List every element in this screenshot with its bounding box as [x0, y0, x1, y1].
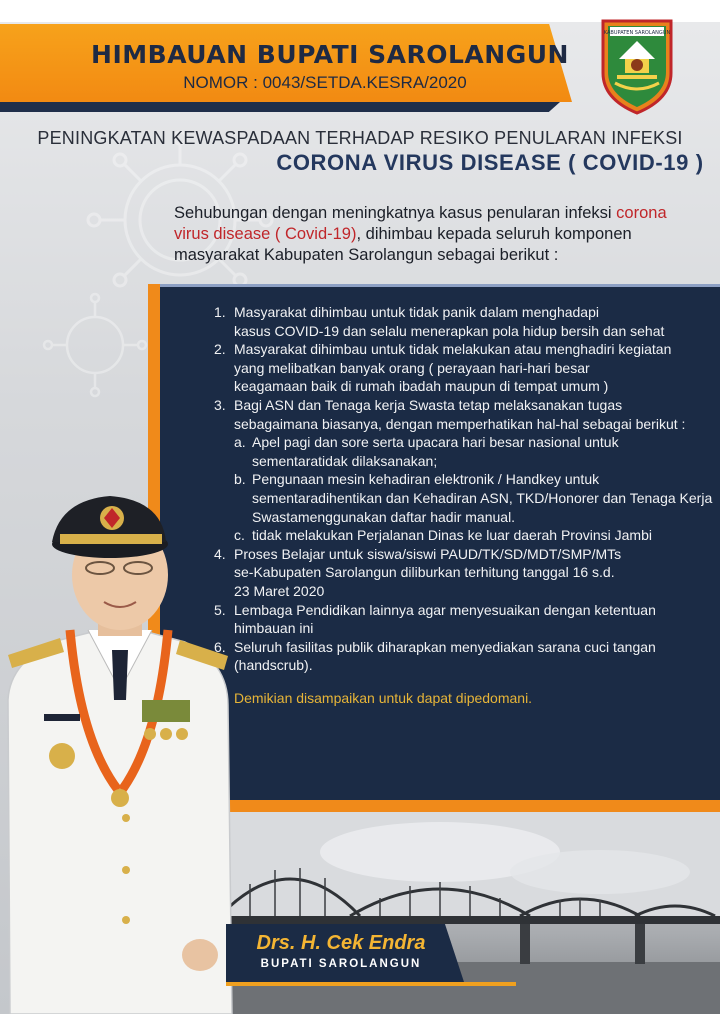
- official-portrait-icon: [0, 490, 240, 1014]
- intro-paragraph: [174, 203, 704, 266]
- list-text-line: Proses Belajar untuk siswa/siswi PAUD/TK/SD/MDT/SMP/MTs: [234, 545, 622, 562]
- appeal-item: [214, 340, 714, 396]
- list-number: 6.: [214, 638, 226, 655]
- appeal-item: [214, 396, 714, 433]
- leader-name: Drs. H. Cek Endra: [256, 932, 426, 954]
- subtitle-line-1: PENINGKATAN KEWASPADAAN TERHADAP RESIKO PENULARAN INFEKSI: [37, 128, 683, 148]
- appeal-item: [214, 601, 714, 638]
- appeal-item: [214, 303, 714, 340]
- list-number: 1.: [214, 304, 226, 320]
- appeal-subitem: [214, 526, 714, 545]
- list-number: 5.: [214, 601, 226, 618]
- list-number: 3.: [214, 396, 226, 413]
- appeal-subitem: [214, 433, 714, 470]
- list-text-line: menggunakan daftar hadir manual.: [297, 508, 516, 525]
- list-number: c.: [234, 527, 245, 544]
- list-text-line: tidak melakukan Perjalanan Dinas ke luar daerah Provinsi Jambi: [252, 527, 652, 544]
- list-number: 2.: [214, 341, 226, 358]
- page-title: HIMBAUAN BUPATI SAROLANGUN: [91, 40, 569, 69]
- list-number: a.: [234, 434, 246, 451]
- regency-crest-icon: [597, 15, 677, 115]
- decree-number: NOMOR : 0043/SETDA.KESRA/2020: [183, 73, 467, 92]
- list-number: 4.: [214, 545, 226, 562]
- list-text-line: tidak dilaksanakan;: [318, 452, 438, 469]
- closing-statement: Demikian disampaikan untuk dapat dipedomani.: [234, 689, 533, 706]
- intro-highlight: corona virus disease ( Covid-19): [174, 204, 667, 243]
- list-text-line: himbauan ini: [234, 620, 314, 637]
- appeal-item: [214, 638, 714, 675]
- list-text-line: se-Kabupaten Sarolangun diliburkan terhitung tanggal 16 s.d.: [234, 564, 615, 581]
- panel-orange-accent: [560, 800, 720, 812]
- intro-text-1: Sehubungan dengan meningkatnya kasus penularan infeksi: [174, 204, 612, 222]
- list-number: b.: [234, 471, 246, 488]
- list-text-line: Masyarakat dihimbau untuk tidak panik dalam menghadapi: [234, 304, 599, 320]
- list-text-line: Lembaga Pendidikan lainnya agar menyesuaikan dengan ketentuan: [234, 601, 656, 618]
- list-text-line: Bagi ASN dan Tenaga kerja Swasta tetap melaksanakan tugas: [234, 396, 623, 413]
- list-text-line: kasus COVID-19 dan selalu menerapkan pola hidup bersih dan sehat: [234, 322, 665, 339]
- list-text-line: Apel pagi dan sore serta upacara hari besar nasional untuk sementara: [252, 434, 619, 469]
- appeal-subitem: [214, 470, 714, 526]
- crest-banner-text: KABUPATEN SAROLANGUN: [603, 30, 671, 36]
- intro-text-2: , dihimbau kepada seluruh komponen masyarakat Kabupaten Sarolangun sebagai berikut :: [174, 225, 632, 264]
- list-text-line: sebagaimana biasanya, dengan memperhatikan hal-hal sebagai berikut :: [234, 415, 686, 432]
- list-text-line: Masyarakat dihimbau untuk tidak melakukan atau menghadiri kegiatan: [234, 341, 672, 358]
- list-text-line: 23 Maret 2020: [234, 582, 325, 599]
- name-plate-accent: [226, 982, 516, 986]
- virus-decoration-icon: [40, 290, 150, 400]
- leader-title: BUPATI SAROLANGUN: [260, 958, 422, 970]
- list-text-line: dihentikan dan Kehadiran ASN, TKD/Honorer dan Tenaga Kerja Swasta: [252, 489, 713, 525]
- list-text-line: (handscrub).: [234, 657, 313, 674]
- header-underline: [0, 102, 560, 112]
- appeal-item: [214, 545, 714, 601]
- appeal-list: [214, 303, 714, 707]
- list-text-line: keagamaan baik di rumah ibadah maupun di tempat umum ): [234, 378, 609, 395]
- list-text-line: Seluruh fasilitas publik diharapkan menyediakan sarana cuci tangan: [234, 638, 656, 655]
- list-text-line: yang melibatkan banyak orang ( perayaan hari-hari besar: [234, 359, 590, 376]
- list-text-line: Pengunaan mesin kehadiran elektronik / Handkey untuk sementara: [252, 471, 600, 506]
- subtitle-line-2: CORONA VIRUS DISEASE ( COVID-19 ): [276, 150, 704, 175]
